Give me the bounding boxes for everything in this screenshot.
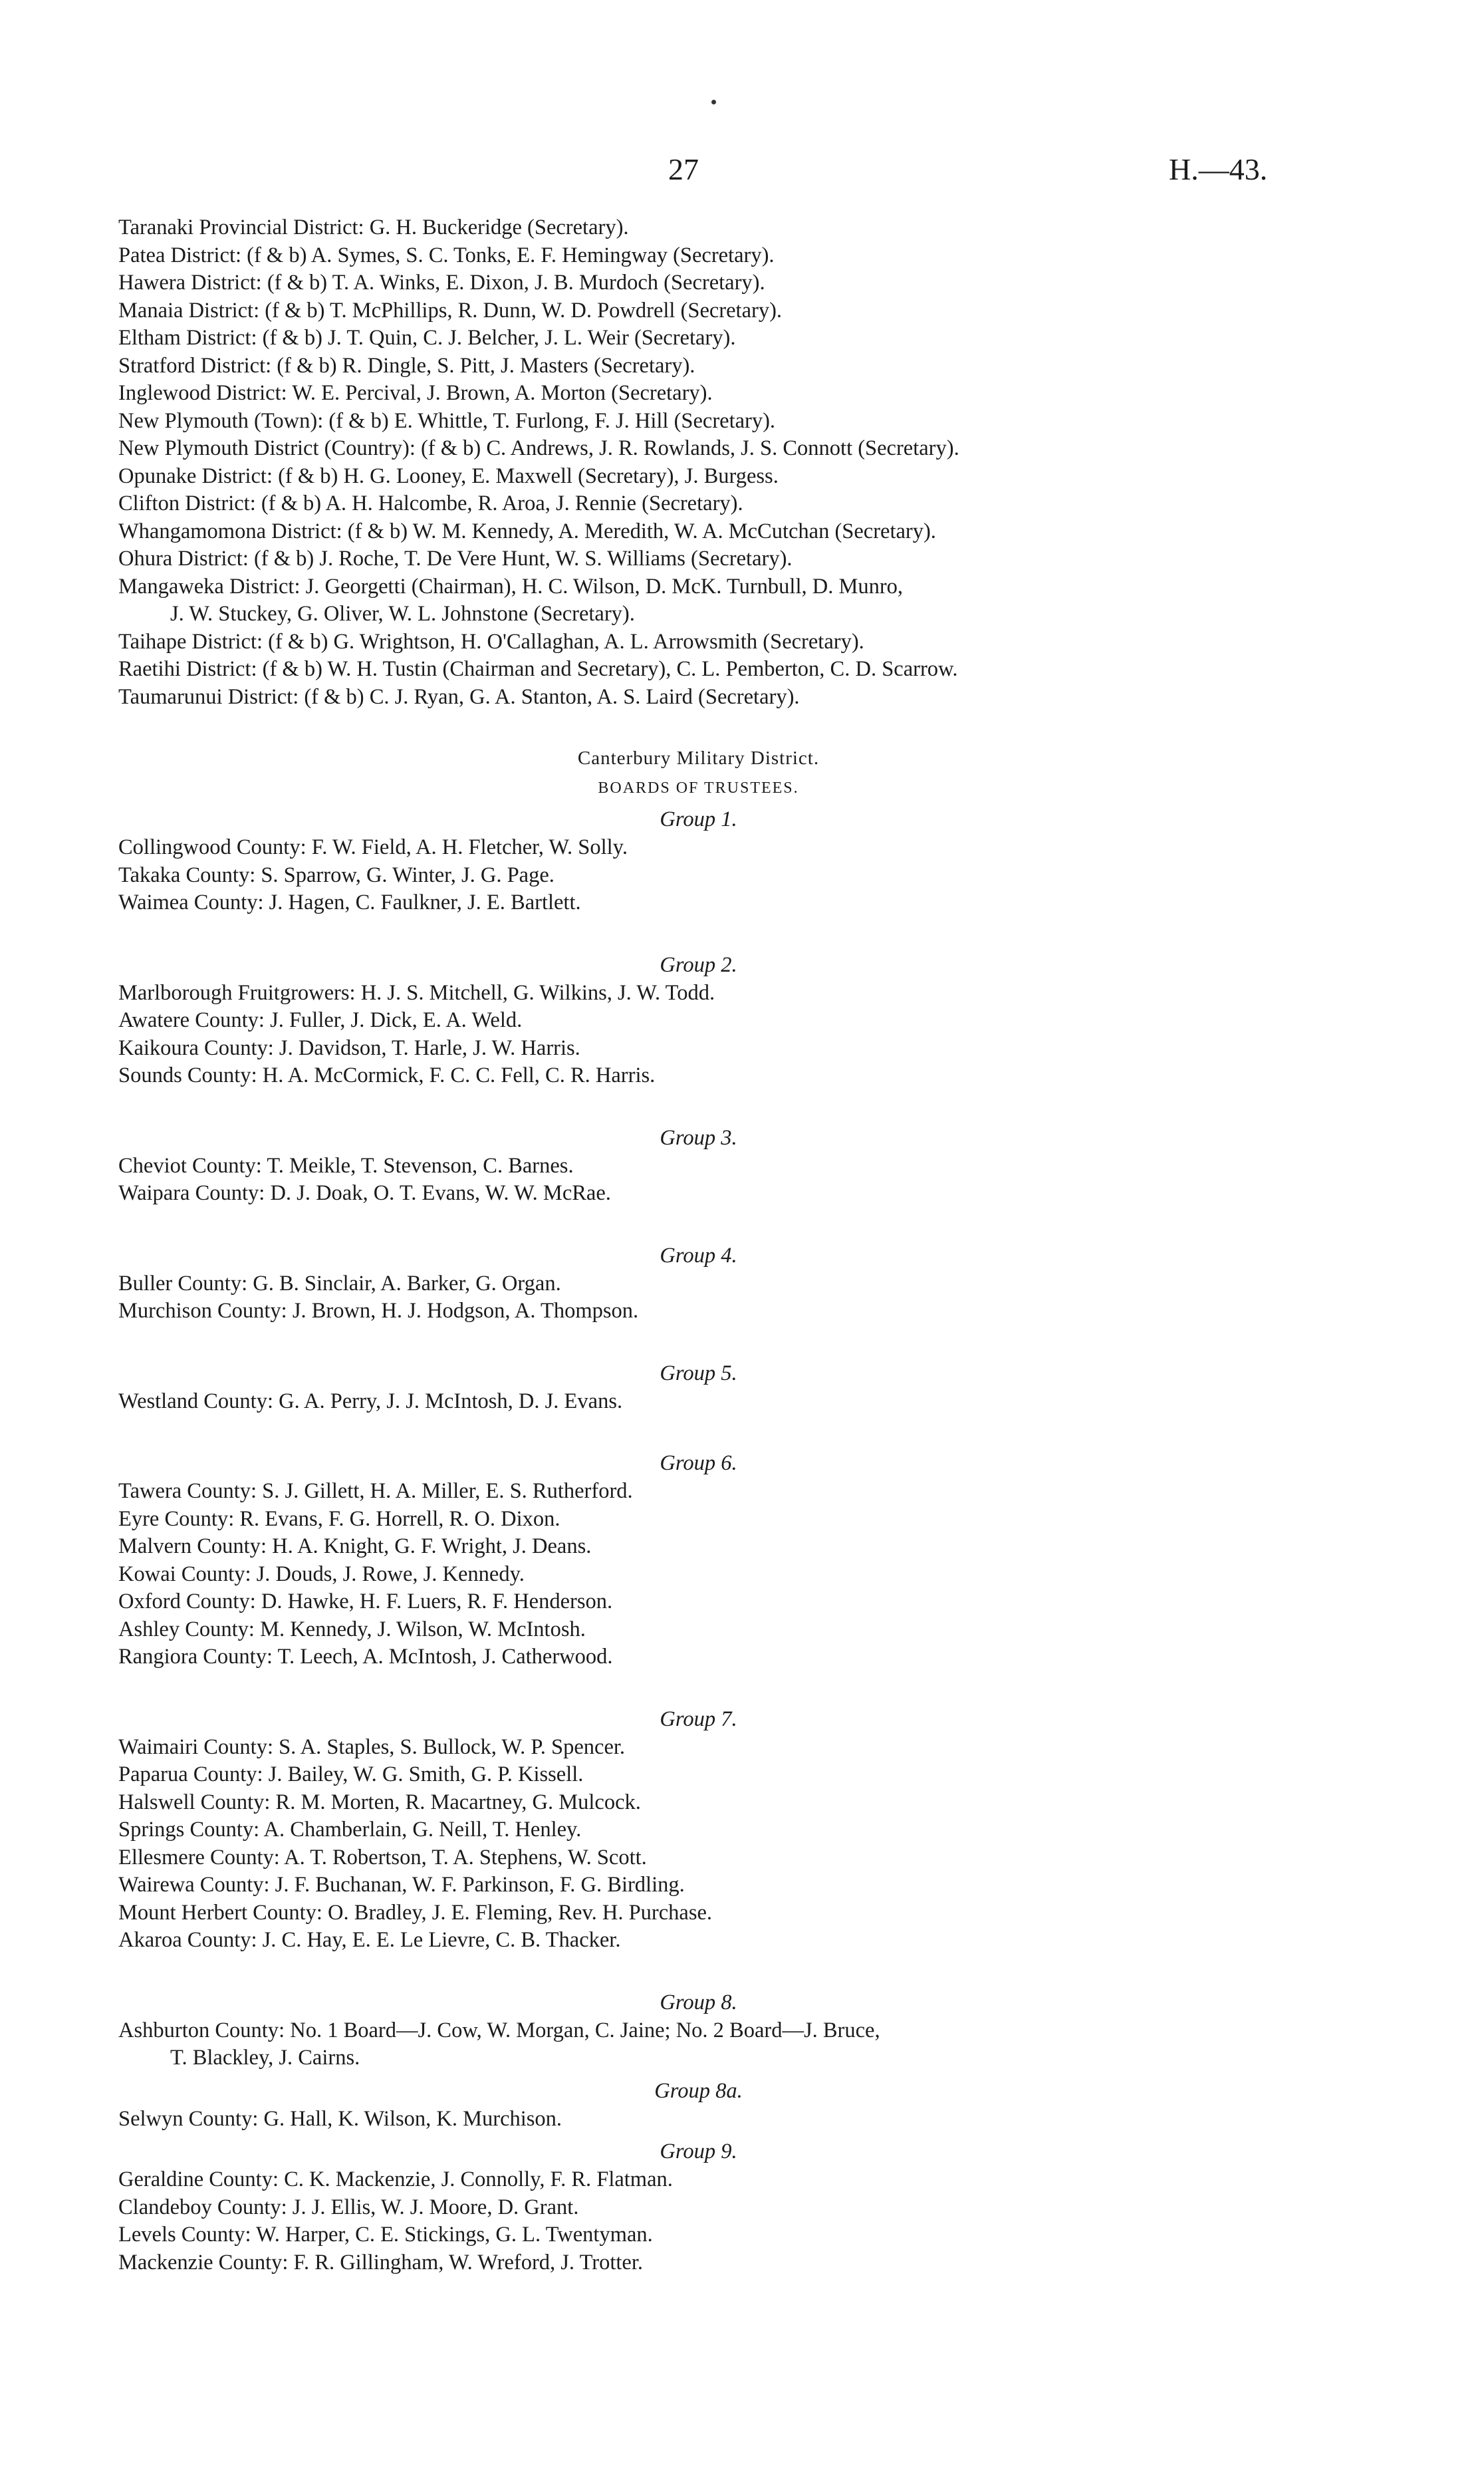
county-entry-label: Kaikoura County: [118, 1035, 268, 1060]
county-entry-members: G. A. Perry, J. J. McIntosh, D. J. Evans.: [279, 1389, 623, 1413]
county-entry: Kaikoura County: J. Davidson, T. Harle, J. W. Harris.: [118, 1035, 580, 1060]
trustee-group: [118, 805, 1279, 917]
county-entry: Waipara County: D. J. Doak, O. T. Evans, W. W. McRae.: [118, 1181, 611, 1205]
county-entry: Springs County: A. Chamberlain, G. Neill, T. Henley.: [118, 1818, 582, 1842]
district-entry: Raetihi District: (f & b) W. H. Tustin (Chairman and Secretary), C. L. Pemberton, C. D. Scarrow.: [118, 657, 958, 681]
district-entry: Clifton District: (f & b) A. H. Halcombe, R. Aroa, J. Rennie (Secretary).: [118, 491, 743, 515]
county-entry-label: Marlborough Fruitgrowers: [118, 980, 350, 1005]
county-entry: Cheviot County: T. Meikle, T. Stevenson, C. Barnes.: [118, 1153, 574, 1178]
county-entry-label: Murchison County: [118, 1299, 281, 1323]
district-entry: Taranaki Provincial District: G. H. Buckeridge (Secretary).: [118, 215, 629, 239]
county-entry-members: D. Hawke, H. F. Luers, R. F. Henderson.: [261, 1589, 613, 1613]
county-entry-members: T. Leech, A. McIntosh, J. Catherwood.: [277, 1645, 613, 1669]
county-entry-label: Selwyn County: [118, 2106, 253, 2131]
county-entry-members: M. Kennedy, J. Wilson, W. McIntosh.: [260, 1617, 586, 1641]
county-entry-label: Takaka County: [118, 863, 250, 887]
district-entry: Hawera District: (f & b) T. A. Winks, E. Dixon, J. B. Murdoch (Secretary).: [118, 271, 765, 295]
county-entry: Sounds County: H. A. McCormick, F. C. C. Fell, C. R. Harris.: [118, 1063, 656, 1087]
county-entry-label: Levels County: [118, 2223, 245, 2247]
group-title: Group 7.: [660, 1707, 737, 1731]
district-entry: Manaia District: (f & b) T. McPhillips, R. Dunn, W. D. Powdrell (Secretary).: [118, 298, 783, 323]
county-entry-label: Waimea County: [118, 891, 258, 914]
district-entry: Opunake District: (f & b) H. G. Looney, E. Maxwell (Secretary), J. Burgess.: [118, 464, 779, 488]
county-entry-label: Paparua County: [118, 1762, 257, 1786]
county-entry-label: Malvern County: [118, 1534, 261, 1558]
trustee-group: [118, 1448, 1279, 1671]
district-entry-label: Whangamomona District: [118, 519, 336, 543]
trustee-group: [118, 2076, 1279, 2134]
county-entry-label: Eyre County: [118, 1506, 229, 1531]
county-entry-label: Mackenzie County: [118, 2250, 283, 2275]
district-entry-members: (f & b) A. Symes, S. C. Tonks, E. F. Hemingway (Secretary).: [247, 243, 775, 267]
county-entry: Collingwood County: F. W. Field, A. H. Fletcher, W. Solly.: [118, 835, 628, 859]
county-entry-label: Buller County: [118, 1271, 242, 1296]
district-entry-label: Raetihi District: [118, 657, 251, 681]
group-title: Group 8a.: [654, 2078, 743, 2103]
district-entry-members: (f & b) W. M. Kennedy, A. Meredith, W. A. McCutchan (Secretary).: [347, 519, 936, 543]
county-entry-label: Sounds County: [118, 1063, 251, 1087]
district-entry-members: (f & b) C. Andrews, J. R. Rowlands, J. S. Connott (Secretary).: [420, 436, 959, 460]
page-number: 27: [668, 152, 699, 186]
county-entry: Malvern County: H. A. Knight, G. F. Wright, J. Deans.: [118, 1534, 592, 1558]
county-entry-members: S. J. Gillett, H. A. Miller, E. S. Rutherford.: [262, 1479, 633, 1503]
county-entry: Ashburton County: No. 1 Board—J. Cow, W. Morgan, C. Jaine; No. 2 Board—J. Bruce, T. Blackley, J. Cairns.: [118, 2017, 1279, 2072]
district-entry: Inglewood District: W. E. Percival, J. Brown, A. Morton (Secretary).: [118, 381, 713, 405]
county-entry: Wairewa County: J. F. Buchanan, W. F. Parkinson, F. G. Birdling.: [118, 1873, 685, 1897]
district-entry-members: (f & b) C. J. Ryan, G. A. Stanton, A. S. Laird (Secretary).: [304, 684, 800, 709]
district-entry: Whangamomona District: (f & b) W. M. Kennedy, A. Meredith, W. A. McCutchan (Secretary).: [118, 519, 936, 543]
county-entry: Selwyn County: G. Hall, K. Wilson, K. Murchison.: [118, 2106, 562, 2131]
district-entry-label: Taranaki Provincial District: [118, 215, 358, 239]
county-entry: Akaroa County: J. C. Hay, E. E. Le Lievre, C. B. Thacker.: [118, 1928, 621, 1952]
trustee-group: [118, 2137, 1279, 2276]
district-entry-continuation: J. W. Stuckey, G. Oliver, W. L. Johnstone (Secretary).: [170, 602, 635, 626]
county-entry: Buller County: G. B. Sinclair, A. Barker, G. Organ.: [118, 1271, 561, 1296]
county-entry: Waimairi County: S. A. Staples, S. Bullock, W. P. Spencer.: [118, 1734, 626, 1759]
district-entry-members: (f & b) T. A. Winks, E. Dixon, J. B. Murdoch (Secretary).: [267, 271, 765, 295]
county-entry: Clandeboy County: J. J. Ellis, W. J. Moore, D. Grant.: [118, 2195, 579, 2219]
county-entry-members: R. M. Morten, R. Macartney, G. Mulcock.: [275, 1790, 641, 1814]
county-entry: Mount Herbert County: O. Bradley, J. E. Fleming, Rev. H. Purchase.: [118, 1900, 713, 1925]
district-entry-label: Opunake District: [118, 464, 267, 488]
county-entry-members: T. Meikle, T. Stevenson, C. Barnes.: [267, 1153, 574, 1178]
district-entry: Stratford District: (f & b) R. Dingle, S. Pitt, J. Masters (Secretary).: [118, 353, 695, 378]
county-entry-members: J. C. Hay, E. E. Le Lievre, C. B. Thacker.: [262, 1928, 621, 1952]
group-title: Group 9.: [660, 2139, 737, 2163]
district-entry-members: W. E. Percival, J. Brown, A. Morton (Secretary).: [292, 381, 713, 405]
county-entry-label: Halswell County: [118, 1790, 265, 1814]
district-entry-label: Taumarunui District: [118, 684, 293, 709]
group-list: [118, 805, 1279, 2276]
district-entry-label: Clifton District: [118, 491, 250, 515]
county-entry-label: Rangiora County: [118, 1645, 267, 1669]
trustee-group: [118, 1123, 1279, 1208]
county-entry-members: H. J. S. Mitchell, G. Wilkins, J. W. Todd.: [360, 980, 715, 1005]
county-entry: Ashley County: M. Kennedy, J. Wilson, W. McIntosh.: [118, 1617, 586, 1641]
county-entry-label: Kowai County: [118, 1562, 245, 1586]
county-entry-members: J. Brown, H. J. Hodgson, A. Thompson.: [292, 1299, 639, 1323]
county-entry-members: F. W. Field, A. H. Fletcher, W. Solly.: [311, 835, 628, 859]
county-entry-label: Akaroa County: [118, 1928, 251, 1952]
county-entry: Halswell County: R. M. Morten, R. Macartney, G. Mulcock.: [118, 1790, 641, 1814]
group-title: Group 5.: [660, 1361, 737, 1385]
county-entry: Paparua County: J. Bailey, W. G. Smith, G. P. Kissell.: [118, 1762, 584, 1786]
district-entry-label: New Plymouth (Town): [118, 408, 318, 433]
county-entry: Tawera County: S. J. Gillett, H. A. Miller, E. S. Rutherford.: [118, 1479, 633, 1503]
taranaki-district-list: [118, 214, 1279, 711]
district-entry-label: Stratford District: [118, 353, 266, 378]
county-entry-label: Collingwood County: [118, 835, 301, 859]
district-entry-label: Eltham District: [118, 326, 251, 350]
district-entry-members: (f & b) J. Roche, T. De Vere Hunt, W. S. Williams (Secretary).: [253, 547, 793, 571]
speck-mark: [711, 100, 716, 104]
county-entry-label: Ashley County: [118, 1617, 249, 1641]
county-entry-members: J. Bailey, W. G. Smith, G. P. Kissell.: [268, 1762, 584, 1786]
county-entry: Rangiora County: T. Leech, A. McIntosh, J. Catherwood.: [118, 1645, 613, 1669]
district-entry-members: (f & b) H. G. Looney, E. Maxwell (Secretary), J. Burgess.: [278, 464, 779, 488]
trustee-group: [118, 950, 1279, 1090]
county-entry-label: Ashburton County: [118, 2018, 279, 2042]
county-entry-members: F. R. Gillingham, W. Wreford, J. Trotter.: [293, 2250, 644, 2275]
county-entry-label: Geraldine County: [118, 2167, 273, 2191]
county-entry-label: Cheviot County: [118, 1153, 256, 1178]
county-entry-members: W. Harper, C. E. Stickings, G. L. Twentyman.: [256, 2223, 653, 2247]
page-content: [118, 214, 1279, 2276]
district-entry: Taumarunui District: (f & b) C. J. Ryan, G. A. Stanton, A. S. Laird (Secretary).: [118, 684, 800, 709]
county-entry-label: Springs County: [118, 1818, 254, 1842]
district-entry-label: Mangaweka District: [118, 574, 295, 599]
district-entry: New Plymouth District (Country): (f & b) C. Andrews, J. R. Rowlands, J. S. Connott (Secretary).: [118, 436, 959, 460]
county-entry-members: D. J. Doak, O. T. Evans, W. W. McRae.: [270, 1181, 611, 1205]
county-entry-label: Waipara County: [118, 1181, 259, 1205]
county-entry-members: R. Evans, F. G. Horrell, R. O. Dixon.: [239, 1506, 560, 1531]
county-entry: Geraldine County: C. K. Mackenzie, J. Connolly, F. R. Flatman.: [118, 2167, 673, 2191]
district-entry-label: Hawera District: [118, 271, 256, 295]
county-entry-label: Oxford County: [118, 1589, 250, 1613]
county-entry: Ellesmere County: A. T. Robertson, T. A. Stephens, W. Scott.: [118, 1845, 647, 1869]
district-entry-members: (f & b) T. McPhillips, R. Dunn, W. D. Powdrell (Secretary).: [265, 298, 783, 323]
county-entry-members: J. J. Ellis, W. J. Moore, D. Grant.: [292, 2195, 579, 2219]
county-entry-members: A. T. Robertson, T. A. Stephens, W. Scott.: [284, 1845, 647, 1869]
county-entry-label: Ellesmere County: [118, 1845, 274, 1869]
county-entry: Westland County: G. A. Perry, J. J. McIntosh, D. J. Evans.: [118, 1389, 623, 1413]
district-entry-label: Inglewood District: [118, 381, 281, 405]
county-entry-members: S. Sparrow, G. Winter, J. G. Page.: [261, 863, 555, 887]
group-title: Group 2.: [660, 952, 737, 977]
county-entry: Murchison County: J. Brown, H. J. Hodgson, A. Thompson.: [118, 1299, 639, 1323]
county-entry-label: Westland County: [118, 1389, 267, 1413]
county-entry-members: J. Davidson, T. Harle, J. W. Harris.: [279, 1035, 580, 1060]
district-entry-label: Patea District: [118, 243, 235, 267]
district-entry-members: J. Georgetti (Chairman), H. C. Wilson, D. McK. Turnbull, D. Munro,: [305, 574, 904, 599]
county-entry-members: J. Hagen, C. Faulkner, J. E. Bartlett.: [269, 891, 581, 914]
district-entry-label: New Plymouth District (Country): [118, 436, 410, 460]
group-title: Group 8.: [660, 1990, 737, 2014]
county-entry-members: S. A. Staples, S. Bullock, W. P. Spencer.: [279, 1734, 626, 1759]
document-reference: H.—43.: [1169, 152, 1268, 186]
district-entry-members: (f & b) A. H. Halcombe, R. Aroa, J. Rennie (Secretary).: [261, 491, 743, 515]
district-entry-label: Manaia District: [118, 298, 254, 323]
county-entry-members: H. A. Knight, G. F. Wright, J. Deans.: [272, 1534, 592, 1558]
county-entry-members: C. K. Mackenzie, J. Connolly, F. R. Flatman.: [284, 2167, 673, 2191]
county-entry-label: Awatere County: [118, 1008, 259, 1032]
district-entry-members: (f & b) R. Dingle, S. Pitt, J. Masters (Secretary).: [277, 353, 695, 378]
section-subtitle: BOARDS OF TRUSTEES.: [598, 779, 799, 797]
district-entry: Taihape District: (f & b) G. Wrightson, H. O'Callaghan, A. L. Arrowsmith (Secretary).: [118, 629, 864, 654]
county-entry-members: O. Bradley, J. E. Fleming, Rev. H. Purchase.: [328, 1900, 713, 1925]
county-entry: Takaka County: S. Sparrow, G. Winter, J. G. Page.: [118, 863, 555, 887]
county-entry-label: Tawera County: [118, 1479, 251, 1503]
county-entry-members: A. Chamberlain, G. Neill, T. Henley.: [263, 1818, 582, 1842]
district-entry-members: (f & b) G. Wrightson, H. O'Callaghan, A. L. Arrowsmith (Secretary).: [268, 629, 864, 654]
county-entry-continuation: T. Blackley, J. Cairns.: [170, 2046, 360, 2070]
county-entry: Marlborough Fruitgrowers: H. J. S. Mitchell, G. Wilkins, J. W. Todd.: [118, 980, 715, 1005]
district-entry-members: (f & b) E. Whittle, T. Furlong, F. J. Hill (Secretary).: [328, 408, 776, 433]
district-entry-members: (f & b) J. T. Quin, C. J. Belcher, J. L. Weir (Secretary).: [262, 326, 736, 350]
county-entry-members: No. 1 Board—J. Cow, W. Morgan, C. Jaine; No. 2 Board—J. Bruce,: [290, 2018, 880, 2042]
county-entry-label: Wairewa County: [118, 1873, 264, 1897]
district-entry-label: Ohura District: [118, 547, 243, 571]
district-entry-members: (f & b) W. H. Tustin (Chairman and Secretary), C. L. Pemberton, C. D. Scarrow.: [262, 657, 958, 681]
section-title: Canterbury Military District.: [577, 748, 820, 769]
county-entry-members: G. Hall, K. Wilson, K. Murchison.: [263, 2106, 562, 2131]
county-entry-members: J. Fuller, J. Dick, E. A. Weld.: [270, 1008, 523, 1032]
county-entry-members: J. Douds, J. Rowe, J. Kennedy.: [256, 1562, 525, 1586]
district-entry: Ohura District: (f & b) J. Roche, T. De Vere Hunt, W. S. Williams (Secretary).: [118, 547, 793, 571]
district-entry-label: Taihape District: [118, 629, 257, 654]
county-entry: Awatere County: J. Fuller, J. Dick, E. A. Weld.: [118, 1008, 523, 1032]
county-entry: Oxford County: D. Hawke, H. F. Luers, R. F. Henderson.: [118, 1589, 613, 1613]
county-entry-members: G. B. Sinclair, A. Barker, G. Organ.: [253, 1271, 561, 1296]
group-title: Group 1.: [660, 807, 737, 831]
county-entry: Eyre County: R. Evans, F. G. Horrell, R. O. Dixon.: [118, 1506, 560, 1531]
group-title: Group 3.: [660, 1125, 737, 1150]
district-entry: New Plymouth (Town): (f & b) E. Whittle, T. Furlong, F. J. Hill (Secretary).: [118, 408, 776, 433]
county-entry-label: Mount Herbert County: [118, 1900, 316, 1925]
trustee-group: [118, 1359, 1279, 1416]
district-entry-members: G. H. Buckeridge (Secretary).: [369, 215, 629, 239]
county-entry: Levels County: W. Harper, C. E. Stickings, G. L. Twentyman.: [118, 2223, 653, 2247]
district-entry: Eltham District: (f & b) J. T. Quin, C. J. Belcher, J. L. Weir (Secretary).: [118, 326, 736, 350]
county-entry: Mackenzie County: F. R. Gillingham, W. Wreford, J. Trotter.: [118, 2250, 644, 2275]
county-entry-label: Clandeboy County: [118, 2195, 281, 2219]
county-entry: Waimea County: J. Hagen, C. Faulkner, J. E. Bartlett.: [118, 891, 581, 914]
trustee-group: [118, 1241, 1279, 1325]
trustee-group: [118, 1988, 1279, 2072]
district-entry: Patea District: (f & b) A. Symes, S. C. Tonks, E. F. Hemingway (Secretary).: [118, 243, 775, 267]
group-title: Group 6.: [660, 1451, 737, 1475]
county-entry: Kowai County: J. Douds, J. Rowe, J. Kennedy.: [118, 1562, 525, 1586]
county-entry-label: Waimairi County: [118, 1734, 267, 1759]
trustee-group: [118, 1705, 1279, 1955]
county-entry-members: J. F. Buchanan, W. F. Parkinson, F. G. Birdling.: [275, 1873, 685, 1897]
district-entry: Mangaweka District: J. Georgetti (Chairman), H. C. Wilson, D. McK. Turnbull, D. Munro, J. W. Stuckey, G. Oliver, W. L. Johnstone (Secretary).: [118, 573, 1279, 628]
county-entry-members: H. A. McCormick, F. C. C. Fell, C. R. Harris.: [262, 1063, 656, 1087]
group-title: Group 4.: [660, 1243, 737, 1268]
